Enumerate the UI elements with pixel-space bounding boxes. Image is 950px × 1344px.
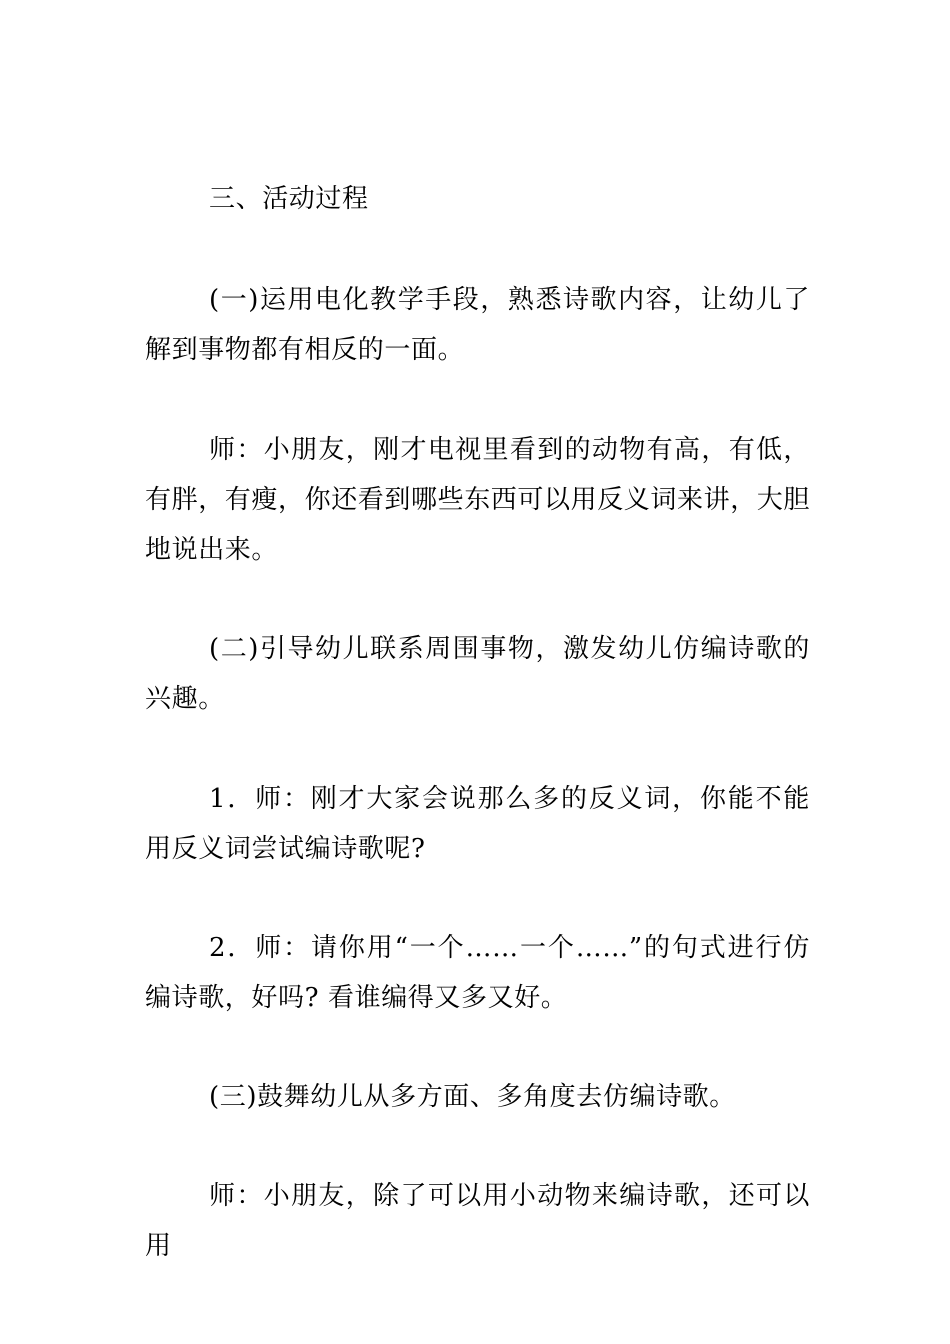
- paragraph-item-1: 1．师：刚才大家会说那么多的反义词，你能不能用反义词尝试编诗歌呢?: [145, 784, 810, 864]
- paragraph-step-1: (一)运用电化教学手段，熟悉诗歌内容，让幼儿了解到事物都有相反的一面。: [145, 285, 810, 365]
- section-heading: 三、活动过程: [209, 184, 369, 214]
- paragraph-teacher-question-2: 师：小朋友，除了可以用小动物来编诗歌，还可以用: [145, 1181, 810, 1261]
- paragraph-item-2: 2．师：请你用“一个……一个……”的句式进行仿编诗歌，好吗? 看谁编得又多又好。: [145, 933, 810, 1013]
- paragraph-step-2: (二)引导幼儿联系周围事物，激发幼儿仿编诗歌的兴趣。: [145, 634, 810, 714]
- paragraph-step-3: (三)鼓舞幼儿从多方面、多角度去仿编诗歌。: [209, 1082, 736, 1112]
- paragraph-teacher-question-1: 师：小朋友，刚才电视里看到的动物有高，有低，有胖，有瘦，你还看到哪些东西可以用反义词来讲，大胆地说出来。: [145, 435, 811, 565]
